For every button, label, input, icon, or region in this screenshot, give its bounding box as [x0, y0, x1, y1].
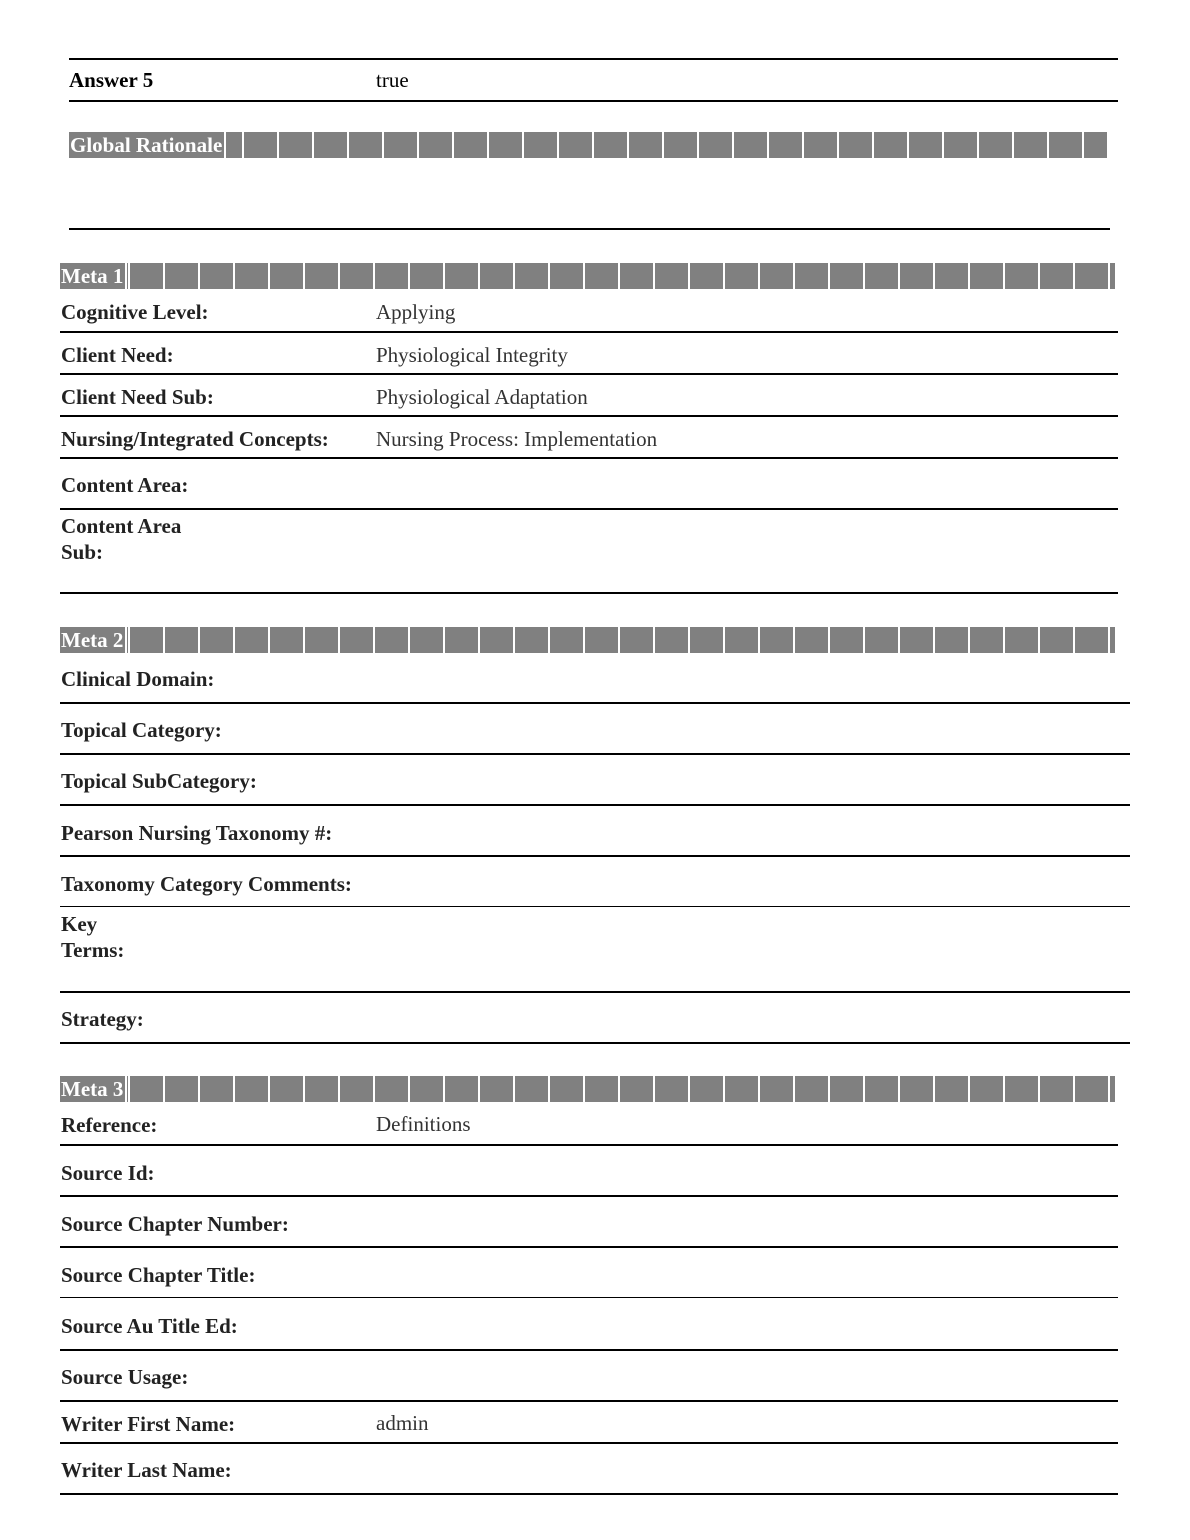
meta3-rule — [60, 1297, 1118, 1298]
meta3-rule — [60, 1400, 1118, 1402]
meta3-rule — [60, 1442, 1118, 1444]
meta1-label-client-need-sub: Client Need Sub: — [61, 385, 214, 409]
meta2-label-key-terms-line2: Terms: — [61, 938, 125, 962]
meta3-title: Meta 3 — [60, 1076, 127, 1102]
global-rationale-rule — [69, 228, 1110, 230]
meta3-header — [60, 1076, 1115, 1102]
meta1-label-content-area-sub — [61, 513, 181, 565]
meta1-value-cognitive-level: Applying — [376, 300, 456, 324]
meta1-label-content-area-sub-line2: Sub: — [61, 540, 104, 564]
meta1-value-client-need: Physiological Integrity — [376, 343, 568, 367]
meta3-label-source-usage: Source Usage: — [61, 1365, 189, 1389]
meta2-rule — [60, 702, 1130, 704]
meta1-rule — [60, 592, 1118, 594]
meta3-rule — [60, 1349, 1118, 1351]
meta1-label-nursing-concepts: Nursing/Integrated Concepts: — [61, 427, 329, 451]
meta1-value-client-need-sub: Physiological Adaptation — [376, 385, 588, 409]
meta2-label-topical-subcategory: Topical SubCategory: — [61, 769, 257, 793]
meta2-rule — [60, 906, 1130, 907]
meta2-label-strategy: Strategy: — [61, 1007, 144, 1031]
meta3-rule — [60, 1493, 1118, 1495]
meta1-rule — [60, 508, 1118, 510]
meta3-rule — [60, 1144, 1118, 1146]
meta1-label-cognitive-level: Cognitive Level: — [61, 300, 209, 324]
meta1-rule — [60, 457, 1118, 459]
meta3-label-source-au-title-ed: Source Au Title Ed: — [61, 1314, 238, 1338]
meta3-value-writer-first-name: admin — [376, 1411, 429, 1435]
meta2-rule — [60, 855, 1130, 857]
meta3-value-reference: Definitions — [376, 1112, 471, 1136]
meta2-label-clinical-domain: Clinical Domain: — [61, 667, 215, 691]
answer-bottom-rule — [69, 100, 1118, 102]
meta1-rule — [60, 415, 1118, 417]
meta2-label-key-terms — [61, 911, 124, 963]
meta3-rule — [60, 1195, 1118, 1197]
meta1-header — [60, 263, 1115, 289]
meta3-label-source-id: Source Id: — [61, 1161, 155, 1185]
answer-top-rule — [69, 58, 1118, 60]
meta3-label-source-chapter-number: Source Chapter Number: — [61, 1212, 289, 1236]
meta1-value-nursing-concepts: Nursing Process: Implementation — [376, 427, 658, 451]
meta2-rule — [60, 753, 1130, 755]
meta3-label-reference: Reference: — [61, 1113, 158, 1137]
meta3-label-writer-first-name: Writer First Name: — [61, 1412, 236, 1436]
meta3-label-source-chapter-title: Source Chapter Title: — [61, 1263, 256, 1287]
meta1-rule — [60, 373, 1118, 375]
meta3-rule — [60, 1246, 1118, 1248]
answer-label: Answer 5 — [69, 68, 154, 92]
meta1-label-client-need: Client Need: — [61, 343, 174, 367]
meta1-title: Meta 1 — [60, 263, 127, 289]
meta1-label-content-area: Content Area: — [61, 473, 189, 497]
meta2-header — [60, 627, 1115, 653]
meta2-label-taxonomy-number: Pearson Nursing Taxonomy #: — [61, 821, 333, 845]
meta2-rule — [60, 804, 1130, 806]
global-rationale-header — [69, 132, 1107, 158]
answer-value: true — [376, 68, 409, 92]
meta2-label-key-terms-line1: Key — [61, 912, 98, 936]
meta2-rule — [60, 1042, 1130, 1044]
meta2-title: Meta 2 — [60, 627, 127, 653]
meta1-rule — [60, 331, 1118, 333]
meta2-rule — [60, 991, 1130, 993]
meta2-label-topical-category: Topical Category: — [61, 718, 222, 742]
meta3-label-writer-last-name: Writer Last Name: — [61, 1458, 232, 1482]
meta2-label-taxonomy-comments: Taxonomy Category Comments: — [61, 872, 352, 896]
meta1-label-content-area-sub-line1: Content Area — [61, 514, 182, 538]
global-rationale-title: Global Rationale — [69, 132, 226, 158]
